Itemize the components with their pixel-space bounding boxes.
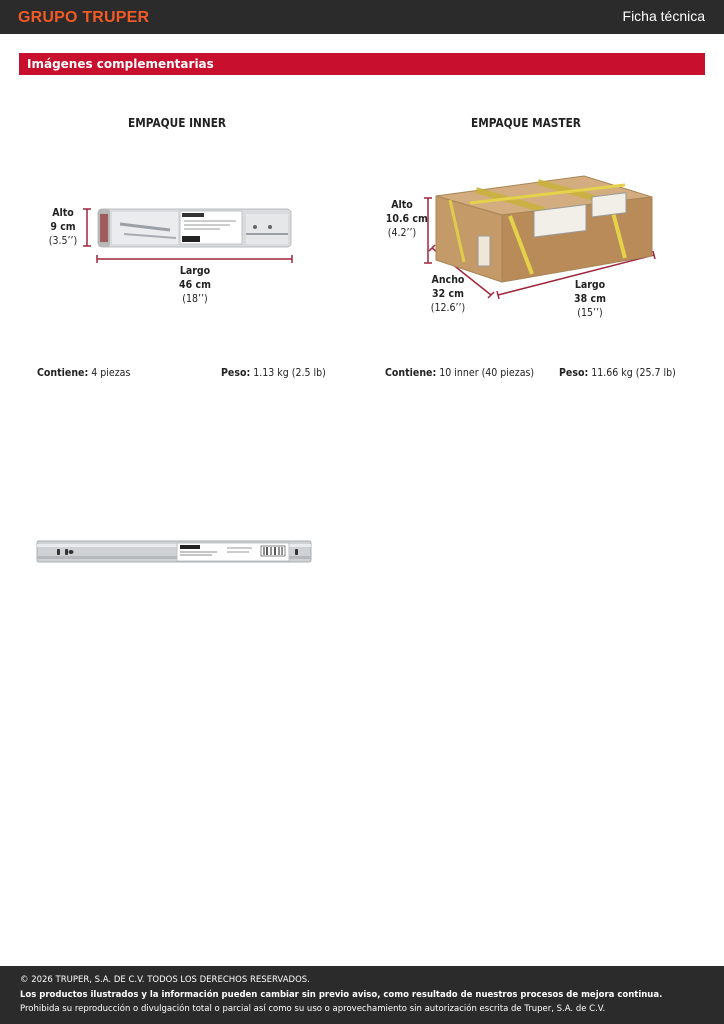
footer [0, 966, 724, 1024]
master-ancho-imperial: (12.6’’) [430, 302, 466, 314]
inner-peso [221, 367, 326, 379]
master-alto-imperial: (4.2’’) [387, 227, 417, 239]
inner-alto-label [44, 206, 82, 248]
brand-logo: GRUPO TRUPER [18, 9, 150, 26]
inner-contiene-value: 4 piezas [91, 367, 131, 379]
inner-largo-metric: 46 cm [179, 279, 211, 291]
section-header [19, 53, 705, 75]
inner-package-image [80, 200, 320, 270]
inner-contiene-label: Contiene: [37, 367, 89, 379]
master-largo-label [565, 278, 615, 320]
master-alto-metric: 10.6 cm [385, 213, 428, 225]
master-peso [559, 367, 676, 379]
master-ancho-metric: 32 cm [432, 288, 464, 300]
inner-package-title: EMPAQUE INNER [128, 116, 227, 130]
inner-largo-title: Largo [179, 265, 211, 277]
master-largo-imperial: (15’’) [577, 307, 603, 319]
inner-alto-imperial: (3.5’’) [48, 235, 78, 247]
master-largo-metric: 38 cm [574, 293, 606, 305]
document-type-label: Ficha técnica [622, 8, 705, 24]
inner-alto-title: Alto [52, 207, 74, 219]
master-peso-value: 11.66 kg (25.7 lb) [591, 367, 676, 379]
top-header-bar [0, 0, 724, 34]
master-package-title: EMPAQUE MASTER [471, 116, 581, 130]
product-image [37, 540, 312, 564]
master-contiene-value: 10 inner (40 piezas) [439, 367, 535, 379]
master-peso-label: Peso: [559, 367, 589, 379]
inner-largo-imperial: (18’’) [182, 293, 208, 305]
inner-largo-label [170, 264, 220, 306]
master-alto-title: Alto [391, 199, 413, 211]
inner-peso-label: Peso: [221, 367, 251, 379]
inner-peso-value: 1.13 kg (2.5 lb) [253, 367, 326, 379]
footer-notice: Los productos ilustrados y la información pueden cambiar sin previo aviso, como resultado de nuestros procesos de mejora continua. [20, 990, 663, 1000]
master-ancho-title: Ancho [431, 274, 465, 286]
master-ancho-label [423, 273, 473, 315]
footer-legal: Prohibida su reproducción o divulgación total o parcial así como su uso o aprovechamiento sin autorización escrita de Truper, S.A. de C.V. [20, 1004, 606, 1014]
section-title: Imágenes complementarias [27, 57, 214, 71]
inner-alto-metric: 9 cm [50, 221, 76, 233]
inner-contiene [37, 367, 130, 379]
master-largo-title: Largo [574, 279, 606, 291]
master-alto-label [384, 198, 428, 240]
master-contiene [385, 367, 534, 379]
footer-copyright: © 2026 TRUPER, S.A. DE C.V. TODOS LOS DERECHOS RESERVADOS. [20, 975, 310, 985]
master-contiene-label: Contiene: [385, 367, 437, 379]
